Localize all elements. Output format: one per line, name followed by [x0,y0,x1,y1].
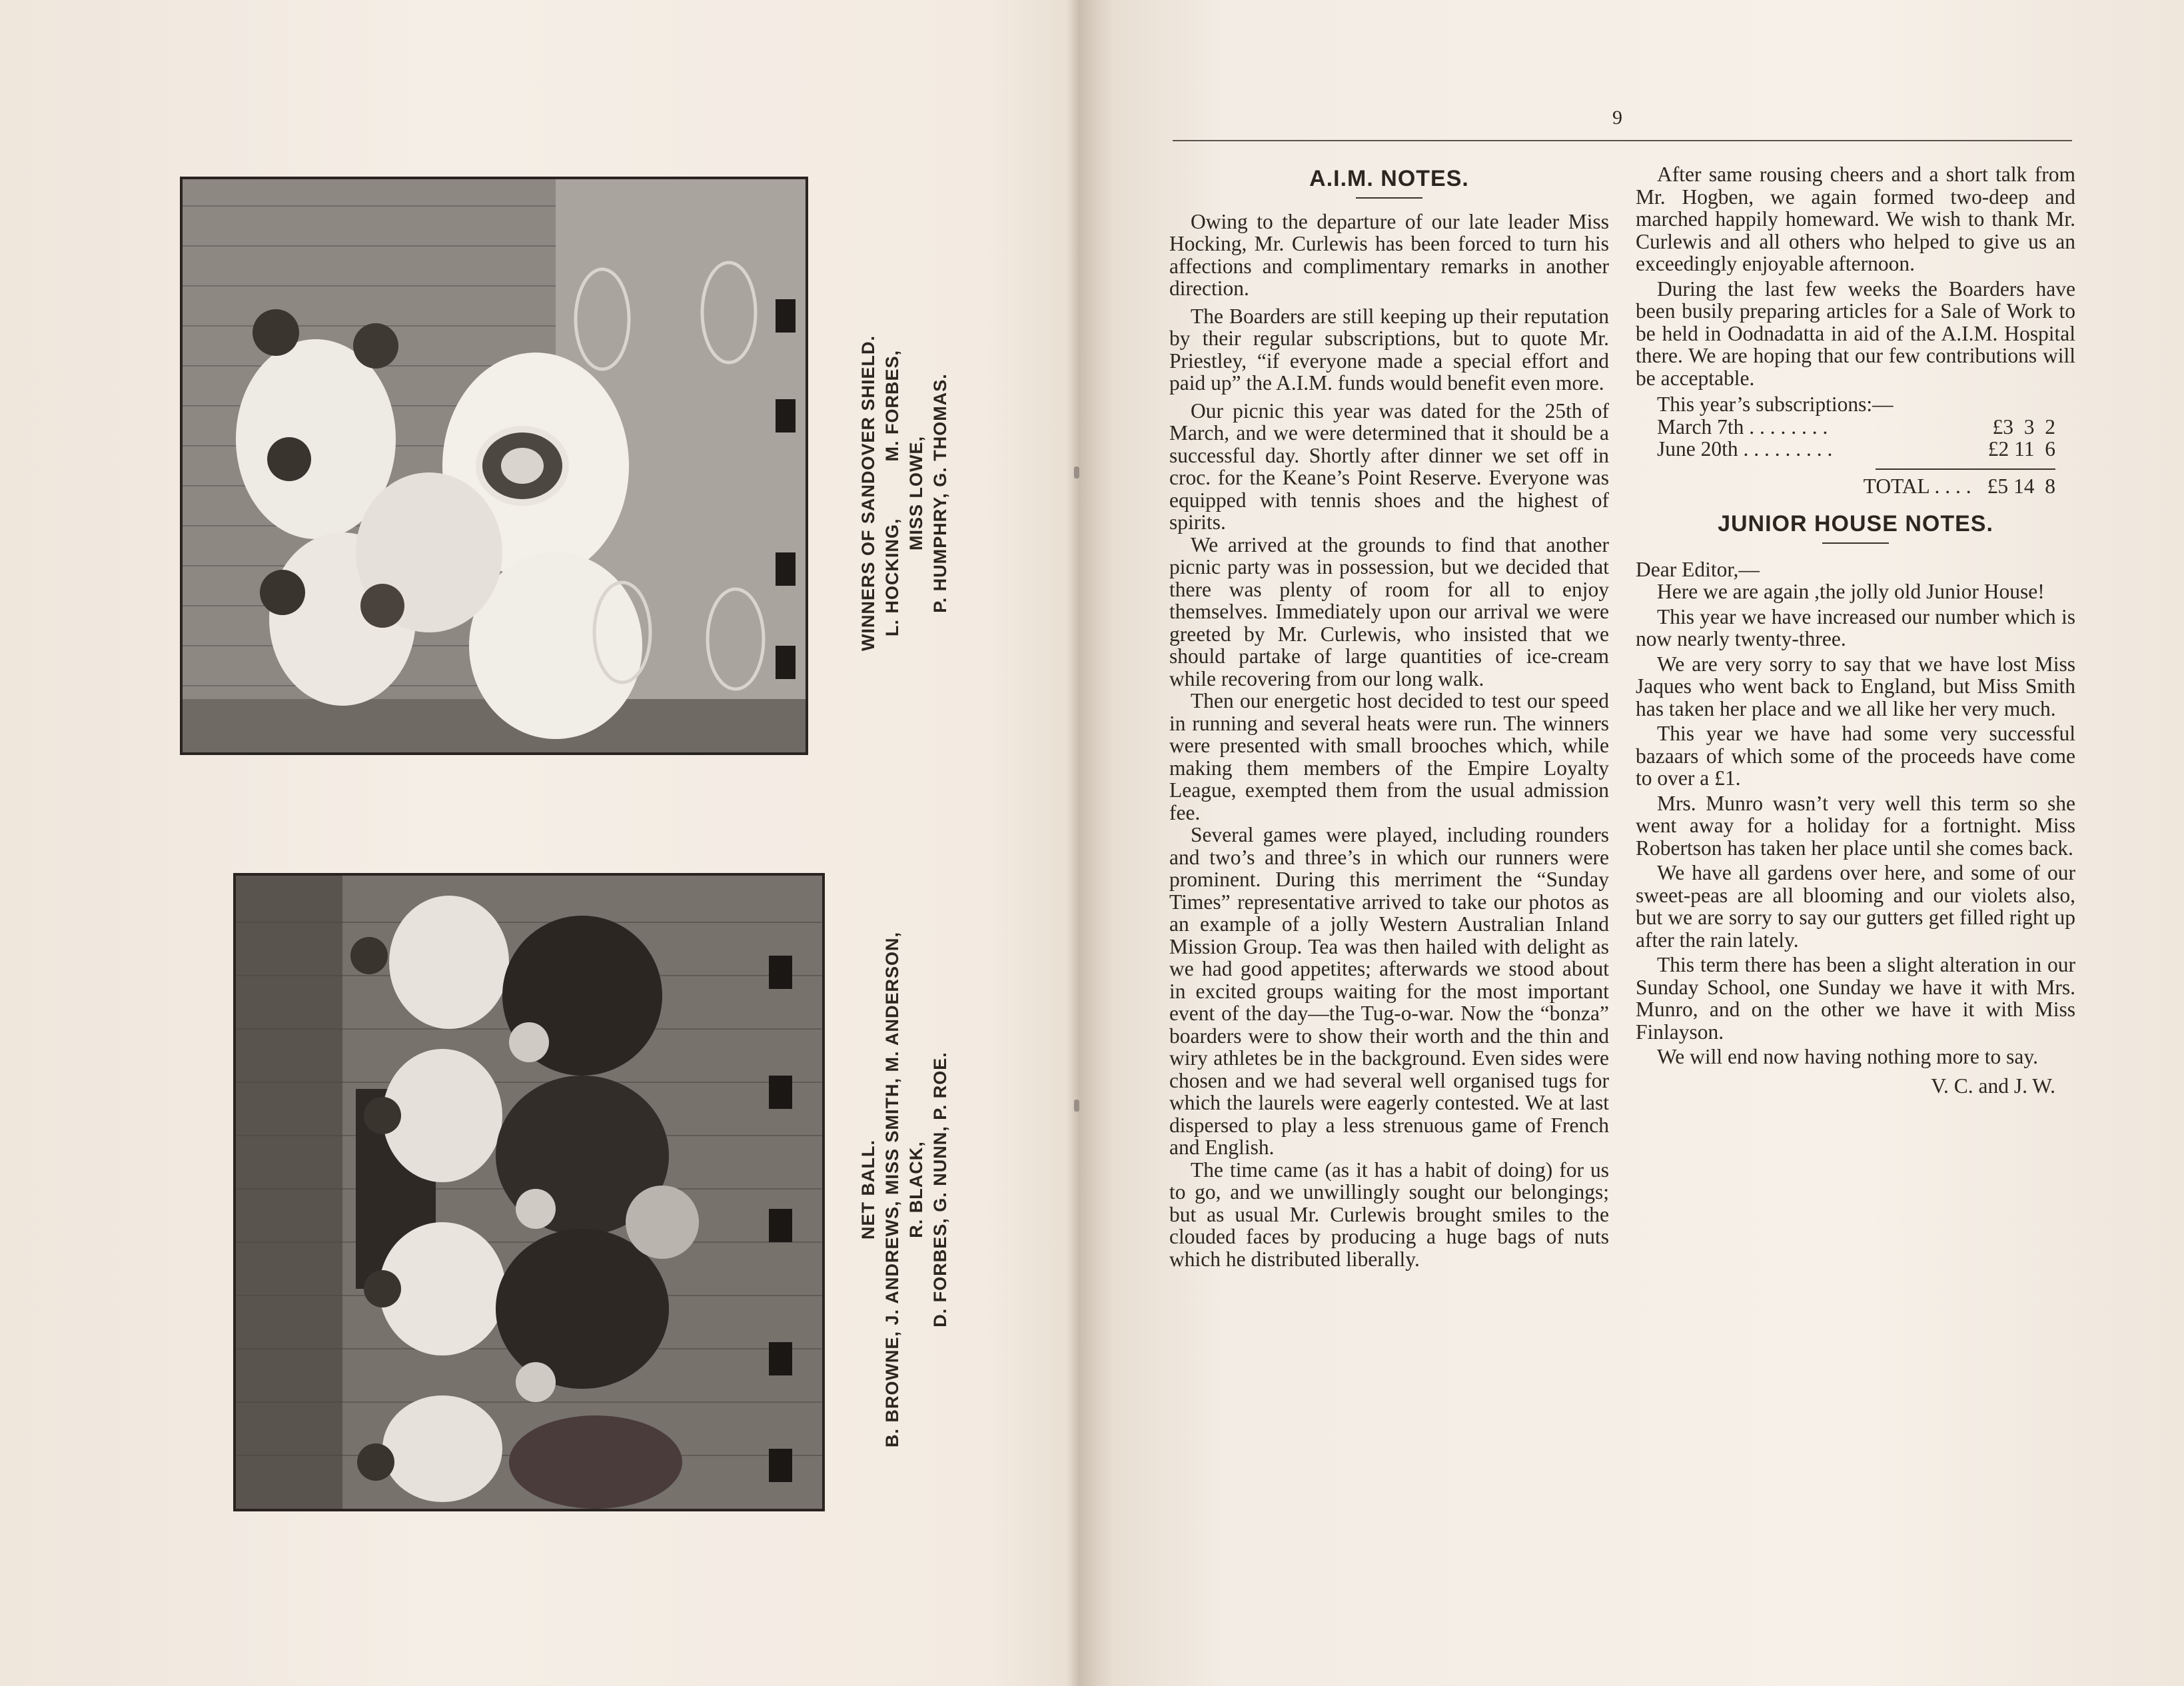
caption-netball-title: NET BALL. [858,1140,878,1240]
caption-netball-line3: D. FORBES, G. NUNN, P. ROE. [930,1052,950,1327]
caption-sandover-title: WINNERS OF SANDOVER SHIELD. [858,335,878,652]
staple [1074,466,1079,478]
subscription-date: March 7th . . . . . . . . [1657,415,1828,438]
photo-net-ball-image [236,876,822,1509]
photo-sandover-shield-image [183,179,806,752]
junior-para: We have all gardens over here, and some of our sweet-peas are all blooming and our violets also, but we are sorry to say our gutters get filled right up after the rain lately. [1636,861,2075,952]
subscription-date: June 20th . . . . . . . . . [1657,437,1833,460]
caption-netball-line1: B. BROWNE, J. ANDREWS, MISS SMITH, M. ANDERSON, [882,931,902,1448]
junior-salutation: Dear Editor,— [1636,557,1760,581]
caption-sandover-shield [856,283,952,703]
staple [1074,1100,1079,1112]
aim-para: Our picnic this year was dated for the 25th of March, and we were determined that it should be a successful day. Shortly after dinner we set off in croc. for the Keane’s Point Reserve. Everyone was equipped with tennis shoes and the highest of spirits. [1169,399,1609,534]
photo-sandover-shield [180,177,808,755]
subscriptions-label: This year’s subscriptions:— [1657,393,1894,416]
subscription-row [1636,438,2075,460]
junior-para: This term there has been a slight alteration in our Sunday School, one Sunday we have it with Mrs. Munro, and on the other we have it with Miss Finlayson. [1636,953,2075,1044]
junior-para: We are very sorry to say that we have lost Miss Jaques who went back to England, but Miss Smith has taken her place and we all like her very much. [1636,652,2075,720]
subscription-total-label: TOTAL . . . . [1863,474,1971,498]
junior-para: We will end now having nothing more to say. [1657,1045,2038,1068]
book-fold [1066,0,1093,1686]
caption-netball-line2: R. BLACK, [906,1141,926,1238]
junior-notes-heading: JUNIOR HOUSE NOTES. [1718,511,1993,536]
aim-para: After same rousing cheers and a short talk from Mr. Hogben, we again formed two-deep and marched happily homeward. We wish to thank Mr. Curlewis and all others who helped to give us an exceedingly enjoyable afternoon. [1636,163,2075,275]
aim-para: The Boarders are still keeping up their reputation by their regular subscriptions, but to quote Mr. Priestley, “if everyone made a special effort and paid up” the A.I.M. funds would benefit even more. [1169,304,1609,395]
junior-para: Mrs. Munro wasn’t very well this term so she went away for a holiday for a fortnight. Miss Robertson has taken her place until she comes back. [1636,791,2075,860]
subscription-total-amount: £5 14 8 [1987,474,2055,498]
subscriptions-block [1636,393,2075,497]
aim-para: Several games were played, including rounders and two’s and three’s in which our runners were prominent. During this merriment the “Sunday Times” representative arrived to take our photos as an example of a jolly Western Australian Inland Mission Group. Tea was then hailed with delight as we had good appetites; afterwards we stood about in excited groups waiting for the most important event of the day—the Tug-o-war. Now the “bonza” boarders were to show their worth and the thin and wiry athletes be in the background. Even sides were chosen and we had several well organised tugs for which the laurels were eagerly contested. We at last dispersed to play a less strenuous game of French and English. [1169,823,1609,1159]
aim-para: During the last few weeks the Boarders have been busily preparing articles for a Sale of Work to be held in Oodnadatta in aid of the A.I.M. Hospital there. We are hoping that our few contributions will be acceptable. [1636,277,2075,390]
page-number: 9 [1612,107,1622,129]
aim-para: We arrived at the grounds to find that another picnic party was in possession, but we decided that there was plenty of room for all to enjoy themselves. Immediately upon our arrival we were greeted by Mr. Curlewis, who insisted that we should partake of large quantities of ice-cream while recovering from our long walk. [1169,532,1609,690]
subscription-amount: £3 3 2 [1992,415,2055,438]
subscription-total-rule [1876,468,2055,470]
junior-para: This year we have had some very successful bazaars of which some of the proceeds have come to over a £1. [1636,722,2075,790]
header-rule [1173,140,2072,141]
aim-para: The time came (as it has a habit of doing) for us to go, and we unwillingly sought our belongings; but as usual Mr. Curlewis brought smiles to the clouded faces by producing a huge bags of nuts which he distributed liberally. [1169,1158,1609,1271]
column-right [1636,163,2075,1529]
junior-notes-heading-rule [1822,542,1889,544]
caption-sandover-line2: MISS LOWE, [906,436,926,550]
aim-notes-heading: A.I.M. NOTES. [1309,168,1469,191]
photo-net-ball [233,873,825,1511]
junior-para: This year we have increased our number which is now nearly twenty-three. [1636,604,2075,650]
caption-sandover-line1: L. HOCKING, M. FORBES, [882,350,902,637]
junior-signature: V. C. and J. W. [1931,1074,2055,1098]
aim-para: Then our energetic host decided to test our speed in running and several heats were run. The winners were presented with small brooches which, while making them members of the Empire Loyalty League, exempted them from the usual admission fee. [1169,689,1609,824]
subscription-amount: £2 11 6 [1987,437,2055,460]
aim-para: Owing to the departure of our late leader Miss Hocking, Mr. Curlewis has been forced to turn his affections and complimentary remarks in another direction. [1169,209,1609,300]
column-left [1169,168,1609,1527]
aim-notes-heading-rule [1356,197,1422,199]
subscription-total-row [1636,475,2075,498]
junior-para: Here we are again ,the jolly old Junior House! [1657,580,2045,603]
subscription-row [1636,416,2075,438]
caption-sandover-line3: P. HUMPHRY, G. THOMAS. [930,373,950,613]
caption-net-ball [856,883,952,1496]
